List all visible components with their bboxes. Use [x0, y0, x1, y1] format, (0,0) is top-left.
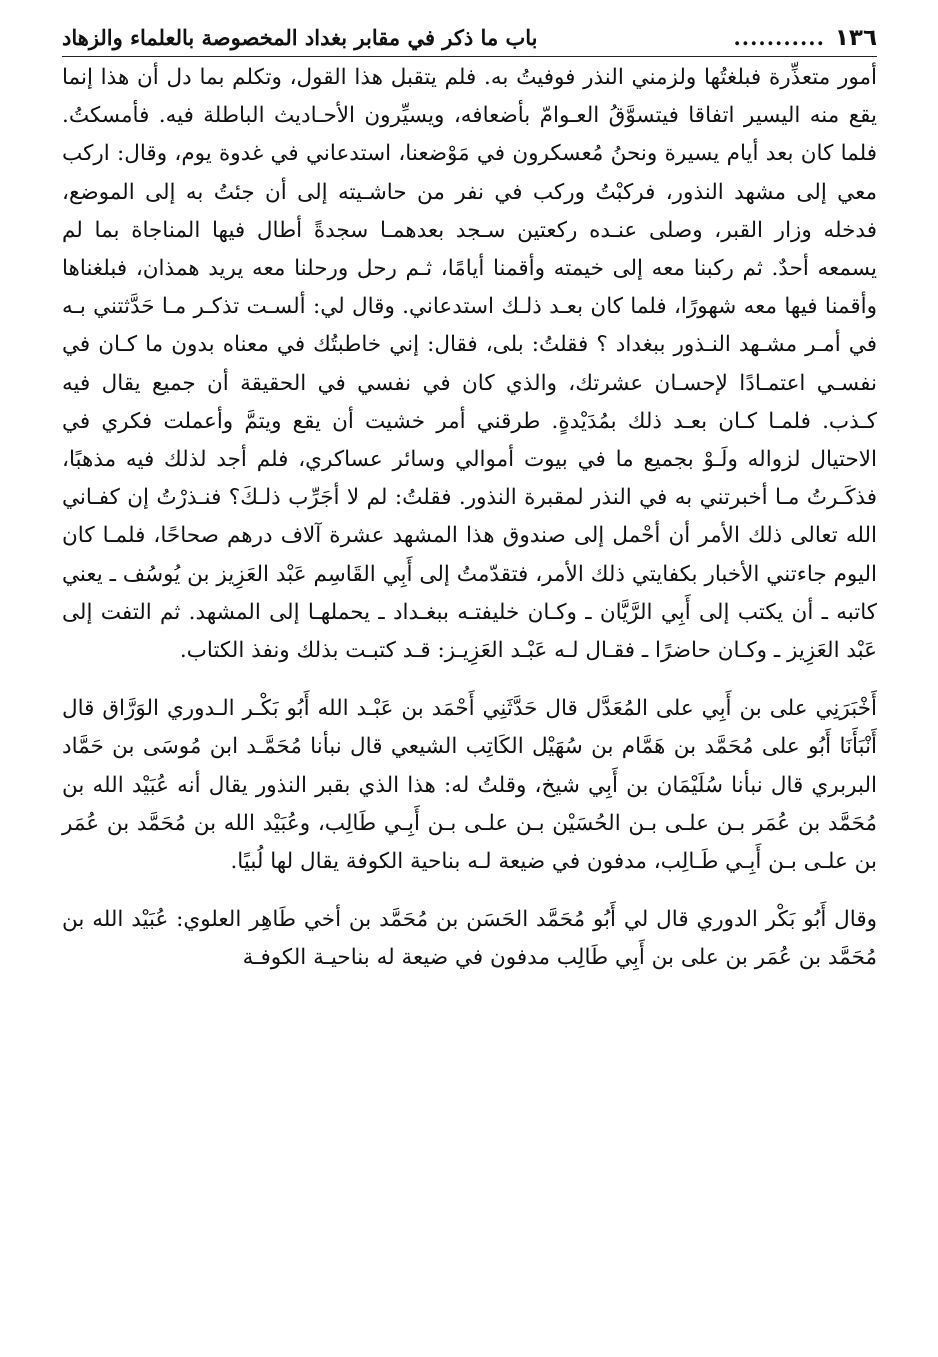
document-page — [62, 22, 877, 978]
header-dot-leader: ........... — [733, 25, 825, 50]
paragraph-3: وقال أَبُو بَكْر الدوري قال لي أَبُو مُحَمَّد الحَسَن بن مُحَمَّد بن أخي طَاهِر العلوي: عُبَيْد الله بن مُحَمَّد بن عُمَر بن على بن أَبِي طَالِب مدفون في ضيعة له بناحيـة الكوفـة — [62, 907, 877, 971]
paragraph-1: أمور متعذِّرة فبلغتُها ولزمني النذر فوفيتُ به. فلم يتقبل هذا القول، وتكلم بما دل أن هذا إنما يقع منه اليسير اتفاقا فيتسوَّقُ العـوامّ بأضعافه، ويسيِّرون الأحـاديث الباطلة فيه. فأمسكتُ. فلما كان بعد أيام يسيرة ونحنُ مُعسكرون في مَوْضعنا، استدعاني في غدوة يوم، وقال: اركب معي إلى مشهد النذور، فركبْتُ وركب في نفر من حاشـيته إلى أن جئتُ به إلى الموضع، فدخله وزار القبر، وصلى عنـده ركعتين سـجد بعدهمـا سجدةً أطال فيها المناجاة بما لم يسمعه أحدٌ. ثم ركبنا معه إلى خيمته وأقمنا أيامًا، ثـم رحل ورحلنا معه يريد همذان، فبلغناها وأقمنا فيها معه شهورًا، فلما كان بعـد ذلـك استدعاني. وقال لي: ألسـت تذكـر مـا حَدَّثتني بـه في أمـر مشـهد النـذور ببغداد ؟ فقلتُ: بلى، فقال: إني خاطبتُك في معناه بدون ما كـان في نفسـي اعتمـادًا لإحسـان عشرتك، والذي كان في نفسي في الحقيقة أن جميع يقال فيه كـذب. فلمـا كـان بعـد ذلك بمُدَيْدةٍ. طرقني أمر خشيت أن يقع ويتمَّ وأعملت فكري في الاحتيال لزواله ولَـوْ بجميع ما في بيوت أموالي وسائر عساكري، فلم أجد لذلك فيه مذهبًا، فذكَـرتُ مـا أخبرتني به في النذر لمقبرة النذور. فقلتُ: لم لا أجَرِّب ذلـكَ؟ فنـذرْتُ إن كفـاني الله تعالى ذلك الأمر أن أحْمل إلى صندوق هذا المشهد عشرة آلاف درهم صحاحًا، فلمـا كان اليوم جاءتني الأخبار بكفايتي ذلك الأمر، فتقدّمتُ إلى أَبِي القَاسِم عَبْد العَزِيز بن يُوسُف ـ يعني كاتبه ـ أن يكتب إلى أَبِي الرَّيَّان ـ وكـان خليفتـه ببغـداد ـ يحملهـا إلى المشهد. ثم التفت إلى عَبْد العَزِيز ـ وكـان حاضرًا ـ فقـال لـه عَبْـد العَزِيـز: قـد كتبـت بذلك ونفذ الكتاب. — [62, 65, 877, 664]
running-header — [62, 22, 877, 57]
page-number: ١٣٦ — [834, 25, 877, 51]
paragraph-2: أَخْبَرَنِي على بن أَبِي على المُعَدَّل قال حَدَّثَنِي أَحْمَد بن عَبْـد الله أَبُو بَكْـر الـدوري الوَرَّاق قال أَنْبَأَنَا أَبُو على مُحَمَّد بن هَمَّام بن سُهَيْل الكَاتِب الشيعي قال نبأنا مُحَمَّـد ابن مُوسَى بن حَمَّاد البربري قال نبأنا سُلَيْمَان بن أَبِي شيخ، وقلتُ له: هذا الذي بقبر النذور يقال أنه عُبَيْد الله بن مُحَمَّد بن عُمَر بـن علـى بـن الحُسَيْن بـن علـى بـن أَبِـي طَالِب، وعُبَيْد الله بن مُحَمَّد بن عُمَر بن علـى بـن أَبِـي طَـالِب، مدفون في ضيعة لـه بناحية الكوفة يقال لها لُبيًا. — [62, 696, 877, 875]
chapter-title: باب ما ذكر في مقابر بغداد المخصوصة بالعلماء والزهاد — [62, 25, 538, 50]
